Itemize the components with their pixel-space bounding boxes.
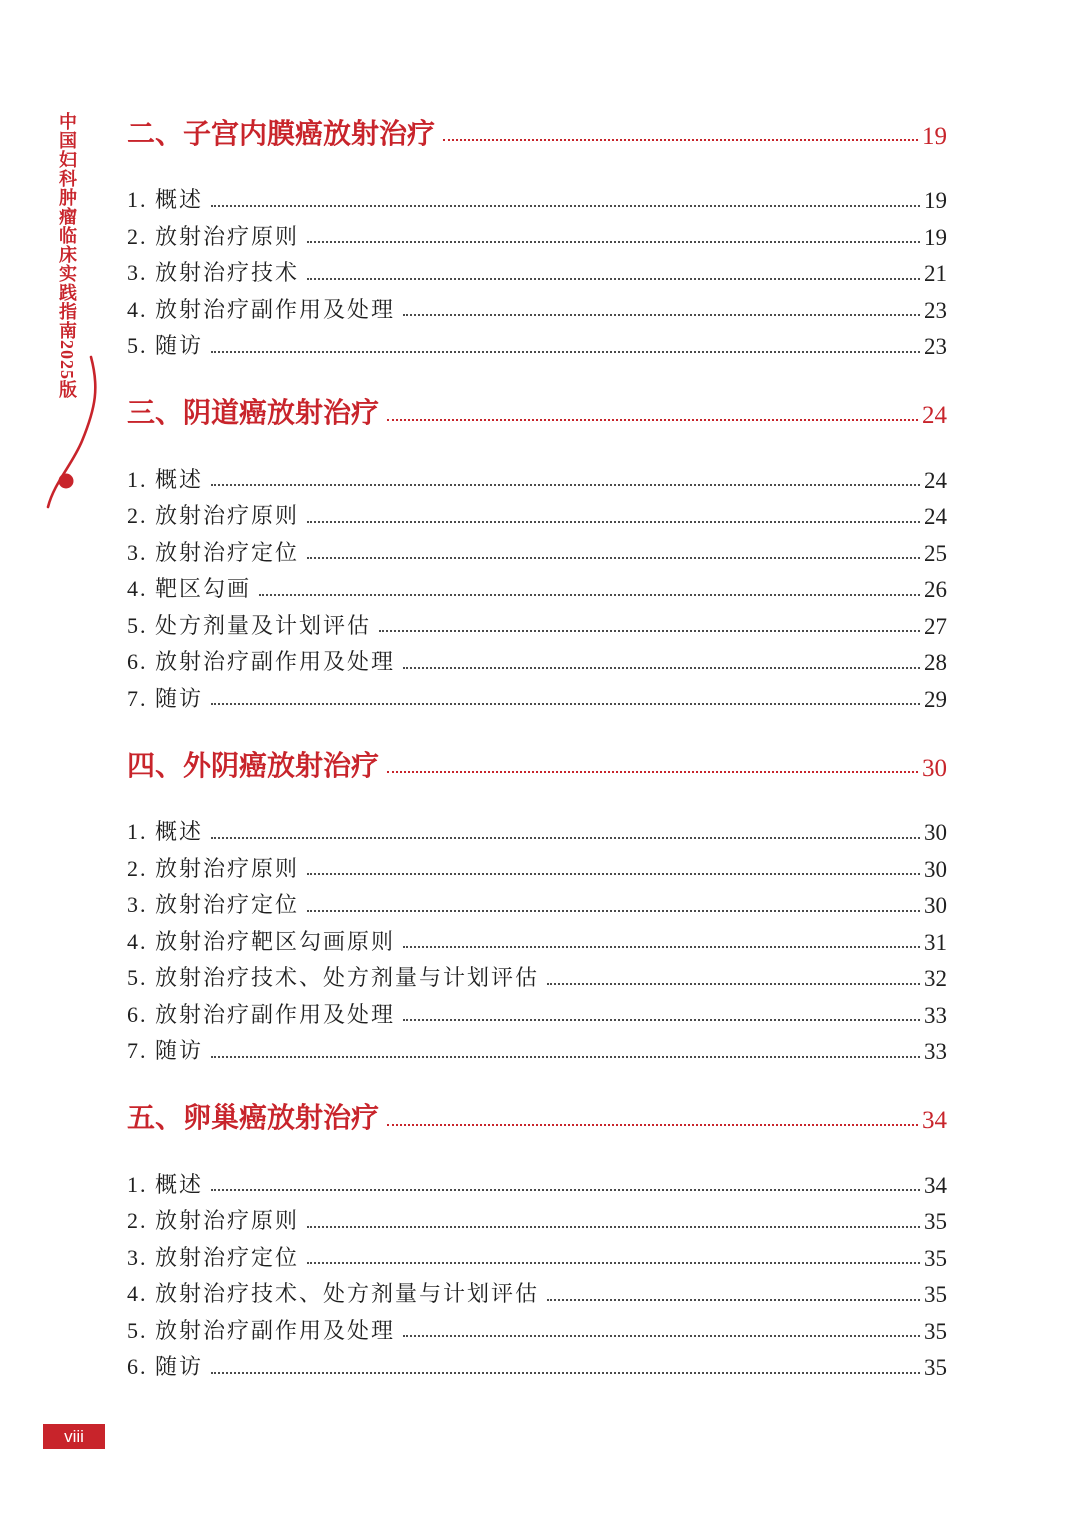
toc-entry [127,603,947,640]
toc-entry [127,809,947,846]
toc-entry [127,882,947,919]
toc-entry-page-number: 32 [924,966,947,992]
dot-leader [211,837,920,839]
toc-entry-label: 4. 放射治疗靶区勾画原则 [127,928,396,954]
section-title: 二、子宫内膜癌放射治疗 [127,117,436,149]
section-title: 五、卵巢癌放射治疗 [127,1102,380,1134]
dot-leader [307,910,920,912]
toc-entry-page-number: 35 [924,1355,947,1381]
section-page-number: 30 [922,754,947,782]
toc-entry [127,1028,947,1065]
dot-leader [307,278,920,280]
toc-entry-page-number: 30 [924,820,947,846]
toc-entry [127,1308,947,1345]
flourish-curve-icon [40,345,110,520]
toc-entry-label: 2. 放射治疗原则 [127,855,300,881]
toc-entry-label: 7. 随访 [127,1038,204,1063]
toc-section-heading [127,1095,947,1135]
toc-entry [127,1162,947,1199]
toc-entry-label: 1. 概述 [127,1171,204,1197]
toc-section-heading [127,742,947,782]
dot-leader [403,1335,920,1337]
dot-leader [379,630,920,632]
toc-entry-page-number: 33 [924,1039,947,1065]
toc-entry-label: 3. 放射治疗定位 [127,539,300,565]
toc-section [127,742,947,1065]
toc-entry [127,177,947,214]
dot-leader [211,1189,920,1191]
dot-leader [403,314,920,316]
toc-entry-page-number: 25 [924,540,947,566]
toc-entry-label: 6. 放射治疗副作用及处理 [127,1001,396,1027]
dot-leader [387,771,918,773]
toc-entry-page-number: 27 [924,613,947,639]
page-number: viii [64,1427,84,1446]
dot-leader [547,983,920,985]
toc-entry-label: 5. 放射治疗技术、处方剂量与计划评估 [127,965,540,990]
toc-entry-page-number: 30 [924,893,947,919]
dot-leader [403,946,920,948]
toc-entry [127,1344,947,1381]
toc-entry-label: 7. 随访 [127,685,204,711]
toc-entry-label: 1. 概述 [127,187,204,212]
toc-entry-page-number: 26 [924,577,947,603]
toc-entry [127,919,947,956]
toc-entry-page-number: 33 [924,1002,947,1028]
toc-entry [127,457,947,494]
toc-entry-label: 6. 随访 [127,1354,204,1379]
toc-entry [127,1198,947,1235]
dot-leader [307,557,920,559]
toc-entry-page-number: 35 [924,1282,947,1308]
toc-entry-label: 2. 放射治疗原则 [127,223,300,249]
toc-entry-label: 6. 放射治疗副作用及处理 [127,649,396,674]
toc-entry-page-number: 19 [924,188,947,214]
dot-leader [211,1056,920,1058]
section-title: 三、阴道癌放射治疗 [127,397,380,429]
toc-entry-page-number: 35 [924,1318,947,1344]
toc-entry [127,493,947,530]
toc-entry-label: 1. 概述 [127,819,204,844]
toc-entry [127,250,947,287]
toc-entry-label: 4. 靶区勾画 [127,576,252,601]
dot-leader [307,873,920,875]
toc-entry-page-number: 23 [924,334,947,360]
toc-entry-label: 4. 放射治疗副作用及处理 [127,296,396,322]
section-page-number: 34 [922,1107,947,1135]
toc-entry [127,955,947,992]
dot-leader [403,667,920,669]
toc-entry [127,1235,947,1272]
toc-entry-page-number: 35 [924,1209,947,1235]
toc-entry-page-number: 30 [924,856,947,882]
section-page-number: 24 [922,402,947,430]
toc-entry-label: 3. 放射治疗定位 [127,1244,300,1270]
dot-leader [259,594,920,596]
dot-leader [211,205,920,207]
toc-entry [127,992,947,1029]
toc-section [127,110,947,360]
section-title: 四、外阴癌放射治疗 [127,749,380,781]
toc-entry [127,566,947,603]
toc-entry-page-number: 23 [924,297,947,323]
toc-entry [127,287,947,324]
toc-entry-label: 5. 处方剂量及计划评估 [127,612,372,638]
dot-leader [403,1019,920,1021]
toc-entry-label: 3. 放射治疗定位 [127,892,300,917]
toc-section-heading [127,390,947,430]
section-page-number: 19 [922,122,947,150]
toc-section-items [127,177,947,360]
toc-section [127,390,947,713]
toc-entry-label: 5. 放射治疗副作用及处理 [127,1317,396,1343]
dot-leader [307,1226,920,1228]
toc-entry [127,1271,947,1308]
page-number-badge [43,1424,105,1449]
toc-entry-page-number: 31 [924,929,947,955]
toc-entry-label: 2. 放射治疗原则 [127,1208,300,1233]
dot-leader [387,419,918,421]
toc-section-items [127,1162,947,1381]
toc-entry [127,846,947,883]
toc-section-items [127,809,947,1065]
toc-entry-label: 4. 放射治疗技术、处方剂量与计划评估 [127,1281,540,1306]
toc-entry-label: 5. 随访 [127,333,204,358]
toc-section-heading [127,110,947,150]
dot-leader [211,351,920,353]
toc-entry-page-number: 19 [924,224,947,250]
toc-entry-page-number: 24 [924,504,947,530]
toc-entry-label: 3. 放射治疗技术 [127,260,300,285]
toc-entry-page-number: 29 [924,686,947,712]
toc-entry [127,530,947,567]
table-of-contents [127,110,947,1381]
toc-entry-page-number: 24 [924,467,947,493]
dot-leader [307,1262,920,1264]
dot-leader [387,1124,918,1126]
dot-leader [211,1372,920,1374]
toc-entry [127,676,947,713]
dot-leader [547,1299,920,1301]
dot-leader [307,241,920,243]
dot-leader [443,139,918,141]
toc-entry [127,639,947,676]
dot-leader [211,484,920,486]
toc-entry-page-number: 21 [924,261,947,287]
book-title-vertical: 中国妇科肿瘤临床实践指南2025版 [57,112,77,399]
toc-entry-page-number: 35 [924,1245,947,1271]
toc-section [127,1095,947,1381]
toc-section-items [127,457,947,713]
dot-leader [211,703,920,705]
toc-entry-page-number: 34 [924,1172,947,1198]
toc-entry [127,214,947,251]
toc-entry-label: 1. 概述 [127,466,204,492]
toc-entry-label: 2. 放射治疗原则 [127,503,300,528]
dot-leader [307,521,920,523]
toc-entry-page-number: 28 [924,650,947,676]
toc-entry [127,323,947,360]
